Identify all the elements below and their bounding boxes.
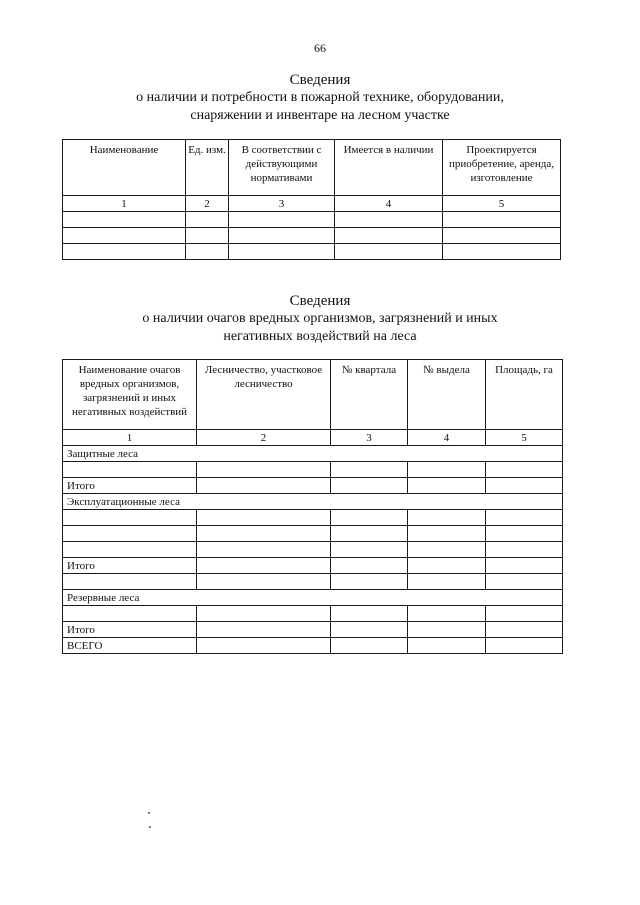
section-1-subtitle-line-2: снаряжении и инвентаре на лесном участке <box>190 108 450 123</box>
harmful-organisms-table <box>62 359 563 654</box>
table-cell <box>486 622 563 638</box>
table-cell <box>408 606 486 622</box>
table-cell <box>63 542 197 558</box>
column-number: 2 <box>186 196 229 212</box>
table-cell <box>63 574 197 590</box>
table-cell <box>331 526 408 542</box>
scan-speck <box>148 812 150 814</box>
table-cell <box>331 638 408 654</box>
table-row <box>63 542 563 558</box>
grand-total-label: ВСЕГО <box>63 638 197 654</box>
column-number: 1 <box>63 430 197 446</box>
table-row <box>63 462 563 478</box>
table-cell <box>331 510 408 526</box>
column-header-foci-name: Наименование очагов вредных организмов, загрязнений и иных негативных воздействий <box>63 360 197 430</box>
table-cell <box>443 228 561 244</box>
table-cell <box>408 638 486 654</box>
table-cell <box>408 526 486 542</box>
table-cell <box>486 606 563 622</box>
column-header-available: Имеется в наличии <box>335 140 443 196</box>
table-cell <box>408 574 486 590</box>
table-cell <box>63 244 186 260</box>
table-row <box>63 228 561 244</box>
table-cell <box>486 526 563 542</box>
table-row <box>63 510 563 526</box>
table-cell <box>486 574 563 590</box>
table-cell <box>331 606 408 622</box>
scan-speck <box>149 826 151 828</box>
table-cell <box>486 558 563 574</box>
table-cell <box>197 606 331 622</box>
column-number: 5 <box>443 196 561 212</box>
table-cell <box>408 622 486 638</box>
table-cell <box>63 212 186 228</box>
table-row <box>63 606 563 622</box>
column-header-name: Наименование <box>63 140 186 196</box>
table-cell <box>229 228 335 244</box>
table-header-row <box>63 140 561 196</box>
subtotal-row <box>63 622 563 638</box>
table-cell <box>186 244 229 260</box>
table-cell <box>197 542 331 558</box>
table-cell <box>486 462 563 478</box>
table-cell <box>408 542 486 558</box>
subtotal-row <box>63 478 563 494</box>
table-cell <box>486 542 563 558</box>
column-number: 1 <box>63 196 186 212</box>
table-cell <box>335 228 443 244</box>
table-cell <box>486 510 563 526</box>
table-cell <box>408 510 486 526</box>
group-label: Защитные леса <box>63 446 563 462</box>
table-cell <box>197 510 331 526</box>
table-cell <box>408 478 486 494</box>
table-row <box>63 526 563 542</box>
table-cell <box>197 574 331 590</box>
column-number-row <box>63 196 561 212</box>
subtotal-label: Итого <box>63 622 197 638</box>
table-cell <box>443 244 561 260</box>
subtotal-row <box>63 558 563 574</box>
table-cell <box>331 622 408 638</box>
table-cell <box>443 212 561 228</box>
column-number: 2 <box>197 430 331 446</box>
table-cell <box>331 478 408 494</box>
table-cell <box>197 462 331 478</box>
column-header-allotment: № выдела <box>408 360 486 430</box>
table-cell <box>229 244 335 260</box>
table-row <box>63 244 561 260</box>
column-header-forestry: Лесничество, участковое лесничество <box>197 360 331 430</box>
table-cell <box>197 622 331 638</box>
column-header-norms: В соответствии с действующими нормативами <box>229 140 335 196</box>
section-1-subtitle-line-1: о наличии и потребности в пожарной технике, оборудовании, <box>136 90 504 105</box>
subtotal-label: Итого <box>63 478 197 494</box>
column-number: 4 <box>335 196 443 212</box>
table-cell <box>331 558 408 574</box>
table-cell <box>229 212 335 228</box>
table-cell <box>408 558 486 574</box>
table-cell <box>186 212 229 228</box>
table-row <box>63 212 561 228</box>
section-2-subtitle-line-2: негативных воздействий на леса <box>223 329 417 344</box>
table-cell <box>486 638 563 654</box>
section-2-subtitle-line-1: о наличии очагов вредных организмов, загрязнений и иных <box>142 311 498 326</box>
table-cell <box>486 478 563 494</box>
table-cell <box>197 638 331 654</box>
column-header-area: Площадь, га <box>486 360 563 430</box>
group-label: Эксплуатационные леса <box>63 494 563 510</box>
group-row-exploitation <box>63 494 563 510</box>
table-cell <box>335 212 443 228</box>
table-cell <box>331 574 408 590</box>
group-row-protective <box>63 446 563 462</box>
column-header-planned: Проектируется приобретение, аренда, изготовление <box>443 140 561 196</box>
column-number: 3 <box>331 430 408 446</box>
table-cell <box>63 462 197 478</box>
page-number: 66 <box>314 41 326 55</box>
group-label: Резервные леса <box>63 590 563 606</box>
column-number: 3 <box>229 196 335 212</box>
table-cell <box>63 228 186 244</box>
table-cell <box>197 478 331 494</box>
column-header-quarter: № квартала <box>331 360 408 430</box>
column-number: 5 <box>486 430 563 446</box>
section-1-title: Сведения <box>289 72 351 88</box>
section-1-heading <box>0 71 640 125</box>
section-2-heading <box>0 292 640 346</box>
table-cell <box>331 542 408 558</box>
group-row-reserve <box>63 590 563 606</box>
table-cell <box>197 526 331 542</box>
grand-total-row <box>63 638 563 654</box>
column-number: 4 <box>408 430 486 446</box>
column-header-unit: Ед. изм. <box>186 140 229 196</box>
table-cell <box>186 228 229 244</box>
subtotal-label: Итого <box>63 558 197 574</box>
table-cell <box>63 510 197 526</box>
table-cell <box>63 606 197 622</box>
table-cell <box>408 462 486 478</box>
table-row <box>63 574 563 590</box>
table-cell <box>63 526 197 542</box>
table-cell <box>331 462 408 478</box>
section-2-title: Сведения <box>289 293 351 309</box>
table-cell <box>335 244 443 260</box>
table-header-row <box>63 360 563 430</box>
fire-equipment-table <box>62 139 561 260</box>
column-number-row <box>63 430 563 446</box>
table-cell <box>197 558 331 574</box>
